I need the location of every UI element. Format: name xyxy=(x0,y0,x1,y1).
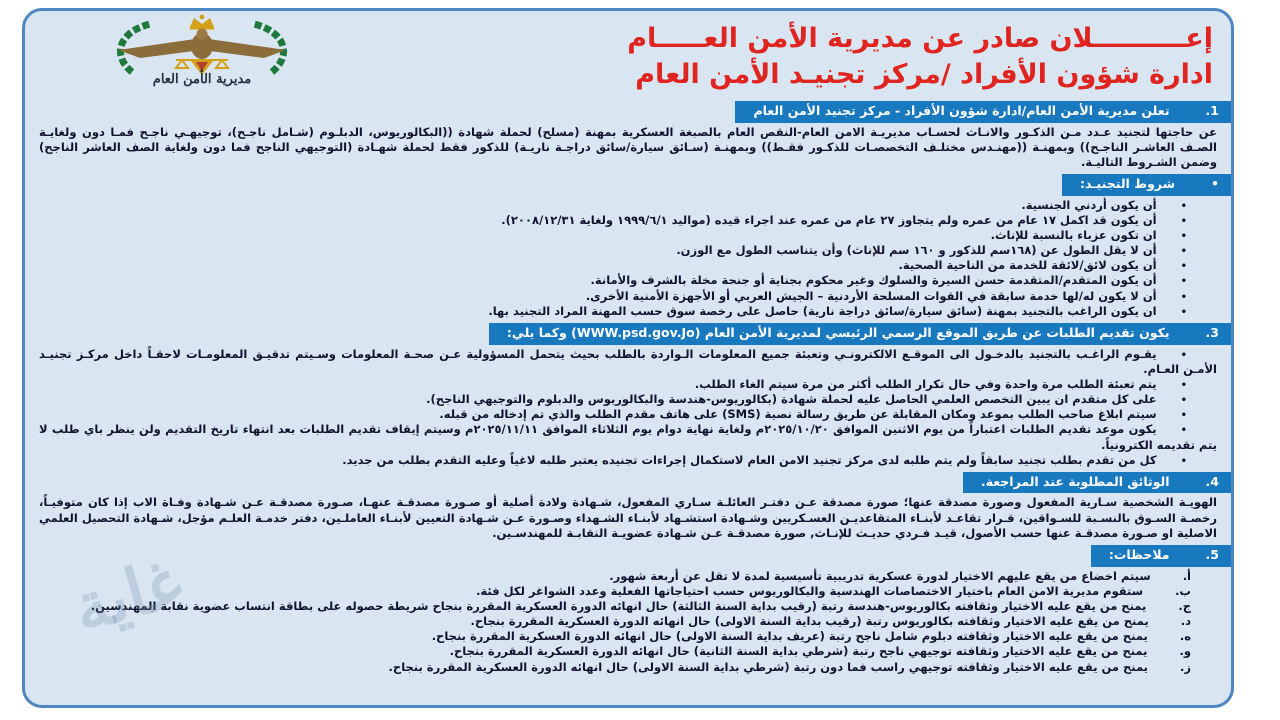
bullet-item xyxy=(25,243,1231,258)
bullet-item xyxy=(25,258,1231,273)
bullet-icon: • xyxy=(1180,349,1187,361)
bullet-icon: • xyxy=(1180,291,1187,303)
bullet-icon: • xyxy=(1180,455,1187,467)
item-text: يمنح من يقع عليه الاختيار وثقافته توجيهي راسب فما دون رتبة (شرطي بداية السنة الاولى) حال انهائه الدورة العسكرية المقررة بنجاح. xyxy=(388,659,1148,674)
item-letter: ب. xyxy=(1175,583,1191,598)
section-bar xyxy=(735,101,1231,123)
bullet-text: أن يكون لائق/لائقة للخدمة من الناحية الصحية. xyxy=(898,258,1157,273)
lettered-item xyxy=(25,660,1231,675)
lettered-item xyxy=(25,569,1231,584)
item-letter: و. xyxy=(1179,644,1191,659)
bullet-item xyxy=(25,273,1231,288)
psd-emblem xyxy=(97,14,307,98)
announcement-page xyxy=(22,8,1234,708)
emblem-caption: مديرية الأمن العام xyxy=(152,72,252,87)
section-title: ملاحظات: xyxy=(1108,547,1170,562)
bullet-item xyxy=(25,453,1231,468)
bullet-icon: • xyxy=(1180,410,1187,422)
bullet-icon: • xyxy=(1180,230,1187,242)
item-letter: د. xyxy=(1180,614,1191,629)
section-bar xyxy=(1091,545,1231,567)
section-number: 5. xyxy=(1205,547,1219,562)
section-bar xyxy=(489,323,1231,345)
bullet-text: أن لا يقل الطول عن (١٦٨سم للذكور و ١٦٠ سم للإناث) وأن يتناسب الطول مع الوزن. xyxy=(676,243,1157,258)
bullet-text: سيتم ابلاغ صاحب الطلب بموعد ومكان المقابلة عن طريق رسالة نصية (SMS) على هاتف مقدم الطلب والذي تم إدخاله من قبله. xyxy=(439,407,1157,422)
item-text: ستقوم مديرية الامن العام باختيار الاختصاصات الهندسية والبكالوريوس حسب احتياجاتها الفعلية وعدد الشواغر لكل فئة. xyxy=(476,583,1144,598)
item-letter: ز. xyxy=(1180,659,1191,674)
bullet-item xyxy=(25,213,1231,228)
bullet-item xyxy=(25,347,1231,377)
bullet-item xyxy=(25,289,1231,304)
page-header xyxy=(25,11,1231,97)
bullet-text: أن يكون قد اكمل ١٧ عام من عمره ولم يتجاوز ٢٧ عام من عمره عند اجراء قيده (مواليد ١٩٩٩/٦/١ ولغاية ٢٠٠٨/١٢/٣١). xyxy=(501,212,1157,227)
section-bar xyxy=(1062,174,1231,196)
bullet-item xyxy=(25,422,1231,452)
item-text: يمنح من يقع عليه الاختيار وثقافته دبلوم شامل ناجح رتبة (عريف بداية السنة الاولى) حال انهائه الدورة العسكرية المقررة بنجاح. xyxy=(431,629,1148,644)
bullet-text: ان تكون عزباء بالنسبة للإناث. xyxy=(990,227,1157,242)
section-number: 4. xyxy=(1205,473,1219,489)
section-title: يكون تقديم الطلبات عن طريق الموقع الرسمي الرئيسي لمديرية الأمن العام (WWW.psd.gov.Jo) وكما يلي: xyxy=(506,325,1170,341)
bullet-icon: • xyxy=(1180,200,1187,212)
watermark: غاية xyxy=(64,542,191,648)
item-text: يمنح من يقع عليه الاختيار وثقافته توجيهي ناجح رتبة (شرطي بداية السنة الثانية) حال انهائه الدورة العسكرية المقررة بنجاح. xyxy=(449,644,1148,659)
bullet-icon: • xyxy=(1180,379,1187,391)
bullet-item xyxy=(25,407,1231,422)
title-line-2: ادارة شؤون الأفراد /مركز تجنيـد الأمن العام xyxy=(635,58,1213,90)
section-number: • xyxy=(1211,176,1219,192)
lettered-item xyxy=(25,584,1231,599)
bullet-text: كل من تقدم بطلب تجنيد سابقاً ولم يتم طلبه لدى مركز تجنيد الامن العام لاستكمال إجراءات تجنيده يعتبر طلبه لاغياً وعليه التقدم بطلب من جديد. xyxy=(342,452,1157,467)
sections-container xyxy=(25,101,1231,675)
section-bar xyxy=(963,472,1231,494)
bullet-icon: • xyxy=(1180,215,1187,227)
item-letter: أ. xyxy=(1182,568,1191,583)
bullet-icon: • xyxy=(1180,276,1187,288)
section-number: 3. xyxy=(1205,325,1219,341)
bullet-text: على كل متقدم ان يبين التخصص العلمي الحاصل عليه لحملة شهادة (بكالوريوس-هندسة والبكالوريوس والدبلوم والتوجيهي الناجح). xyxy=(426,392,1157,407)
bullet-text: يقـوم الراغـب بالتجنيد بالدخـول الى الموقـع الالكترونـي وتعبئة جميع المعلومات الـواردة بالطلب بحيث يتحمل المسؤولية عـن صحـة المعلومات وسـيتم تدقيـق المعلومـات لاحقـاً داخل مركـز تجنيـد الأمـن العـام. xyxy=(39,346,1217,376)
section-title: شروط التجنيـد: xyxy=(1080,176,1175,192)
section-title: الوثائق المطلوبة عند المراجعة. xyxy=(980,473,1170,489)
bullet-icon: • xyxy=(1180,246,1187,258)
bullet-icon: • xyxy=(1180,306,1187,318)
section-title: تعلن مديرية الأمن العام/ادارة شؤون الأفراد - مركز تجنيد الأمن العام xyxy=(753,103,1170,118)
bullet-text: ان يكون الراغب بالتجنيد بمهنة (سائق سيارة/سائق دراجة نارية) حاصل على رخصة سوق حسب المهنة المراد التجنيد بها. xyxy=(488,303,1157,318)
bullet-item xyxy=(25,304,1231,319)
bullet-text: أن يكون المتقدم/المتقدمة حسن السيرة والسلوك وغير محكوم بجناية أو جنحة مخلة بالشرف والأمانة. xyxy=(590,273,1157,288)
lettered-item xyxy=(25,614,1231,629)
bullet-text: يتم تعبئة الطلب مرة واحدة وفي حال تكرار الطلب أكثر من مرة سيتم الغاء الطلب. xyxy=(694,376,1157,391)
item-text: يمنح من يقع عليه الاختيار وثقافته بكالوريوس رتبة (رقيب بداية السنة الاولى) حال انهائه الدورة العسكرية المقررة بنجاح. xyxy=(470,614,1149,629)
bullet-text: يكون موعد تقديم الطلبات اعتباراً من يوم الاثنين الموافق ٢٠٢٥/١٠/٢٠م ولغاية نهاية دوام يوم الثلاثاء الموافق ٢٠٢٥/١١/١١م وسيتم إيقاف تقديم الطلبات بعد انتهاء تاريخ التقديم ولن ينظر باي طلب لا يتم تقديمه الكترونياً. xyxy=(39,422,1217,452)
item-letter: ه. xyxy=(1179,629,1191,644)
lettered-item xyxy=(25,629,1231,644)
bullet-icon: • xyxy=(1180,425,1188,437)
bullet-text: أن لا يكون له/لها خدمة سابقة في القوات المسلحة الأردنية – الجيش العربي أو الأجهزة الأمنية الأخرى. xyxy=(585,288,1157,303)
bullet-icon: • xyxy=(1180,261,1187,273)
bullet-item xyxy=(25,377,1231,392)
lettered-item xyxy=(25,644,1231,659)
bullet-text: أن يكون أردني الجنسية. xyxy=(1021,197,1157,212)
bullet-item xyxy=(25,392,1231,407)
psd-emblem-icon xyxy=(102,14,302,76)
section-paragraph: الهويـة الشخصية سـارية المفعول وصورة مصدقة عنها؛ صورة مصدقة عـن دفتـر العائلـة سـاري المفعول، شـهادة ولادة أصلية أو صـورة مصدقـة عنهـا، صـورة مصدقـة عـن شـهادة وفـاة الاب إذا كان متوفيـاً، رخصـة السـوق بالنسـبة للسـواقين، قـرار تقاعـد لأبنـاء المتقاعديـن العسـكريين وشـهادة استشـهاد لأبنـاء الشـهداء وصـورة عـن شـهادة التعيين لأبنـاء العاملـين، دفتر خدمـة العلـم مؤجل، شـهادة التحصيل العلمي الاصلية او صـورة مصدقـة عنها حسب الأصول، قيـد فـردي حديـث للإنـاث, صورة مصدقـة عـن شـهادة عضويـة النقابـة للمهندسـين. xyxy=(39,495,1217,540)
bullet-icon: • xyxy=(1180,395,1187,407)
title-line-1: إعــــــــــلان صادر عن مديرية الأمن العـــــام xyxy=(627,23,1213,54)
lettered-item xyxy=(25,599,1231,614)
bullet-item xyxy=(25,228,1231,243)
bullet-item xyxy=(25,198,1231,213)
item-text: سيتم اخضاع من يقع عليهم الاختيار لدورة عسكرية تدريبية تأسيسية لمدة لا تقل عن أربعة شهور. xyxy=(609,568,1151,583)
item-letter: ج. xyxy=(1178,598,1191,613)
section-paragraph: عن حاجتها لتجنيد عـدد مـن الذكـور والانـاث لحسـاب مديريـة الامن العام-النقص العام بالصبغة العسكرية بمهنة (مسلح) لحملة شهادة ((البكالوريوس، الدبلـوم (شـامل ناجـح)، توجيهـي ناجـح فمـا دون ولغايـة الصـف العاشـر الناجـح)) وبمهنـة ((مهنـدس مختلـف التخصصـات للذكـور فقـط)) وبمهنـة (سـائق سيارة/سائق دراجـة ناريـة) للذكور فقط لحملة شهـادة (التوجيهي الناجح فما دون ولغاية الصف العاشر الناجح) وضمن الشـروط التاليـة. xyxy=(39,124,1217,169)
item-text: يمنح من يقع عليه الاختيار وثقافته بكالوريوس-هندسة رتبة (رقيب بداية السنة الثالثة) حال انهائه الدورة العسكرية المقررة بنجاح شريطة حصوله على بطاقة انتساب عضوية نقابة المهندسين. xyxy=(90,598,1147,613)
section-number: 1. xyxy=(1205,103,1219,118)
